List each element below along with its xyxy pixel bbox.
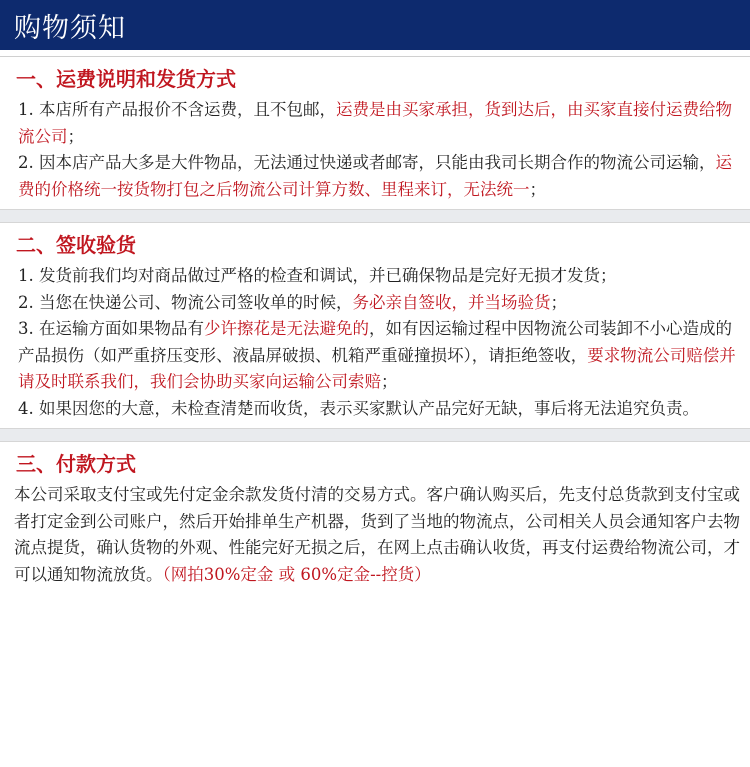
- item-highlight: 运费的价格统一按货物打包之后物流公司计算方数、里程来订，无法统一: [18, 153, 732, 199]
- section-payment: [0, 442, 750, 588]
- section-divider: [0, 209, 750, 223]
- item-tail: ；: [381, 372, 398, 391]
- payment-text: 本公司采取支付宝或先付定金余款发货付清的交易方式。客户确认购买后，先支付总货款到支付宝或者打定金到公司账户，然后开始排单生产机器，货到了当地的物流点，公司相关人员会通知客户去物流点提货，确认货物的外观、性能完好无损之后，在网上点击确认收货，再支付运费给物流公司，才可以通知物流放货。: [14, 485, 740, 584]
- inspection-item-1: 1. 发货前我们均对商品做过严格的检查和调试，并已确保物品是完好无损才发货；: [18, 266, 617, 285]
- inspection-item-2: [18, 290, 736, 317]
- header-rule: [0, 50, 750, 57]
- item-tail: ；: [67, 126, 84, 146]
- page-title: 购物须知: [14, 12, 126, 44]
- item-text: 1. 本店所有产品报价不含运费，且不包邮，: [18, 100, 336, 119]
- section-title: 三、付款方式: [16, 451, 136, 476]
- item-text: ，如有因运输过程中因物流公司装卸不小心造成的产品损伤（如严重挤压变形、液晶屏破损、机箱严重碰撞损坏），请拒绝签收，: [18, 319, 732, 365]
- item-text: 3. 在运输方面如果物品有: [18, 319, 204, 338]
- section-divider: [0, 428, 750, 442]
- section-body: [14, 482, 740, 588]
- item-tail: ；: [529, 179, 546, 199]
- item-text: 2. 因本店产品大多是大件物品，无法通过快递或者邮寄，只能由我司长期合作的物流公司运输，: [18, 153, 716, 172]
- section-title: 一、运费说明和发货方式: [16, 66, 236, 91]
- item-highlight: 要求物流公司赔偿并请及时联系我们，我们会协助买家向运输公司索赔: [18, 345, 736, 391]
- item-highlight: 少许擦花是无法避免的: [204, 319, 369, 338]
- section-body: [18, 263, 736, 428]
- shipping-item-1: [18, 97, 736, 150]
- page-header: [0, 0, 750, 50]
- section-body: [18, 97, 736, 209]
- shipping-item-2: [18, 150, 736, 203]
- item-text: 2. 当您在快递公司、物流公司签收单的时候，: [18, 292, 353, 312]
- item-tail: ；: [550, 292, 567, 312]
- item-highlight: 务必亲自签收，并当场验货: [352, 292, 551, 312]
- section-title: 二、签收验货: [16, 232, 136, 257]
- item-highlight: 运费是由买家承担，货到达后，由买家直接付运费给物流公司: [18, 100, 732, 146]
- bottom-edge: [0, 754, 750, 767]
- inspection-item-3: [18, 316, 736, 396]
- section-shipping: [0, 57, 750, 209]
- section-inspection: [0, 223, 750, 428]
- payment-note: （网拍30%定金 或 60%定金--控货）: [162, 564, 431, 584]
- inspection-item-4: 4. 如果因您的大意，未检查清楚而收货，表示买家默认产品完好无缺，事后将无法追究负责。: [18, 398, 699, 418]
